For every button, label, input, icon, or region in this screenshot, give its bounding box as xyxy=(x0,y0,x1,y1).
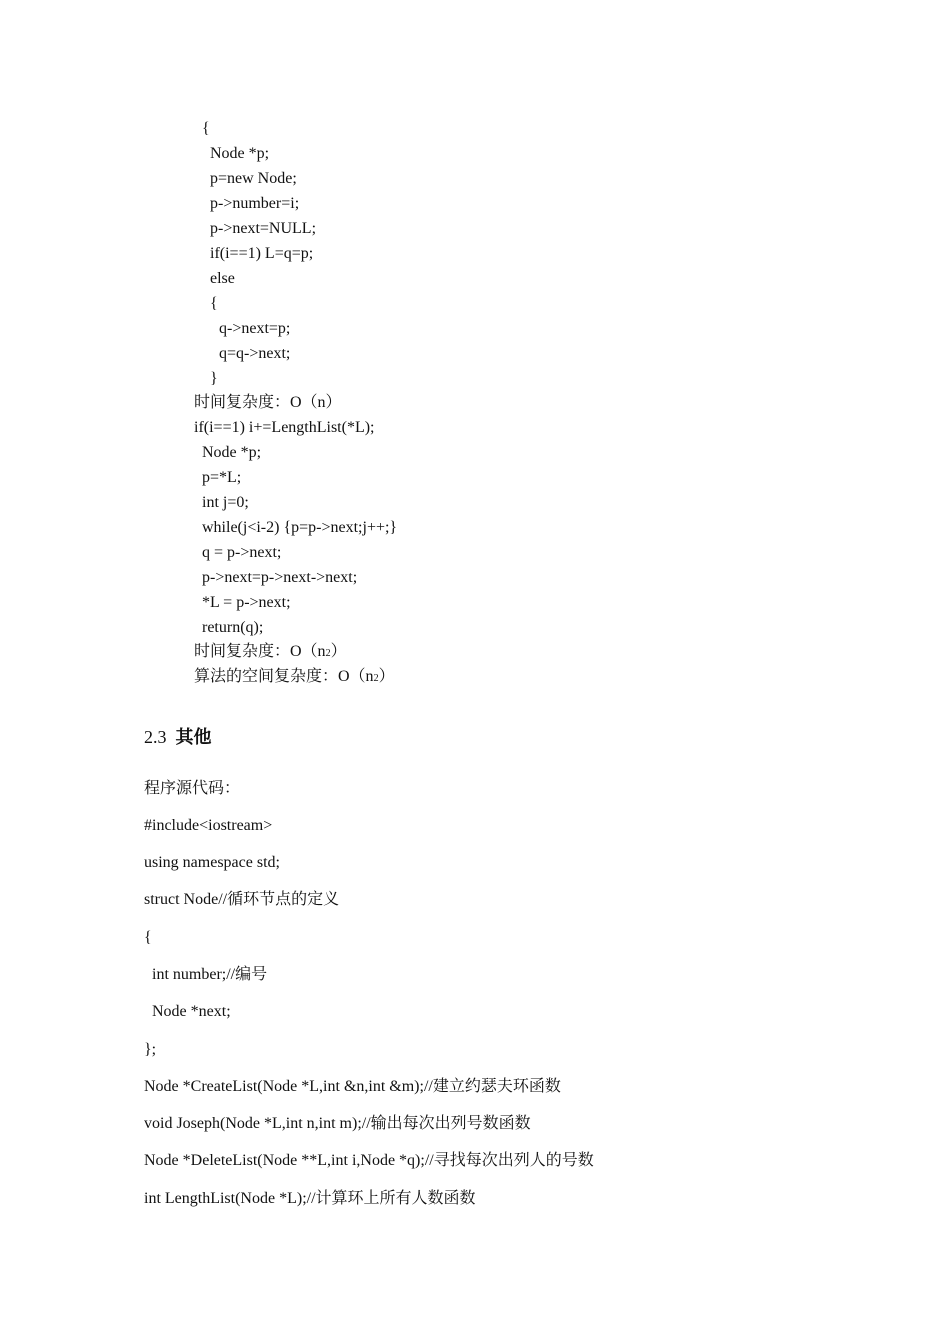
source-line: Node *DeleteList(Node **L,int i,Node *q);//寻找每次出列人的号数 xyxy=(144,1152,594,1169)
code-line: q=q->next; xyxy=(219,345,291,362)
complexity-suffix: ） xyxy=(330,643,347,660)
source-line: #include<iostream> xyxy=(144,817,273,834)
section-heading xyxy=(144,726,212,748)
code-line: { xyxy=(210,295,218,312)
code-line: p->next=NULL; xyxy=(210,220,317,237)
source-line: using namespace std; xyxy=(144,854,280,871)
code-line: int j=0; xyxy=(202,494,249,511)
source-label: 程序源代码： xyxy=(144,780,241,797)
code-line: return(q); xyxy=(202,619,264,636)
source-line: { xyxy=(144,929,152,946)
complexity-prefix: 时间复杂度：O（n xyxy=(194,643,326,660)
time-complexity-1: 时间复杂度：O（n） xyxy=(194,394,342,411)
time-complexity-2 xyxy=(194,642,347,664)
source-line: void Joseph(Node *L,int n,int m);//输出每次出列号数函数 xyxy=(144,1115,531,1132)
source-line: Node *CreateList(Node *L,int &n,int &m);//建立约瑟夫环函数 xyxy=(144,1078,561,1095)
code-line: if(i==1) i+=LengthList(*L); xyxy=(194,419,375,436)
source-line: }; xyxy=(144,1041,157,1058)
code-line: q = p->next; xyxy=(202,544,282,561)
code-line: p->number=i; xyxy=(210,195,300,212)
complexity-exponent: 2 xyxy=(325,648,331,659)
code-line: } xyxy=(210,370,218,387)
space-complexity-prefix: 算法的空间复杂度：O（n xyxy=(194,668,374,685)
code-line: while(j<i-2) {p=p->next;j++;} xyxy=(202,519,398,536)
section-number: 2.3 xyxy=(144,727,167,747)
code-line: if(i==1) L=q=p; xyxy=(210,245,314,262)
code-line: *L = p->next; xyxy=(202,594,291,611)
space-complexity xyxy=(194,667,395,689)
code-line: p=new Node; xyxy=(210,170,297,187)
space-complexity-exponent: 2 xyxy=(373,673,379,684)
code-line: p->next=p->next->next; xyxy=(202,569,358,586)
code-line: q->next=p; xyxy=(219,320,291,337)
code-line: else xyxy=(210,270,235,287)
code-line: Node *p; xyxy=(210,145,270,162)
code-line: { xyxy=(202,120,210,137)
code-line: Node *p; xyxy=(202,444,262,461)
space-complexity-suffix: ） xyxy=(378,668,395,685)
code-line: p=*L; xyxy=(202,469,242,486)
source-line: struct Node//循环节点的定义 xyxy=(144,891,340,908)
source-line: int number;//编号 xyxy=(144,966,268,983)
source-line: int LengthList(Node *L);//计算环上所有人数函数 xyxy=(144,1190,476,1207)
source-line: Node *next; xyxy=(144,1003,231,1020)
section-title: 其他 xyxy=(175,727,212,747)
